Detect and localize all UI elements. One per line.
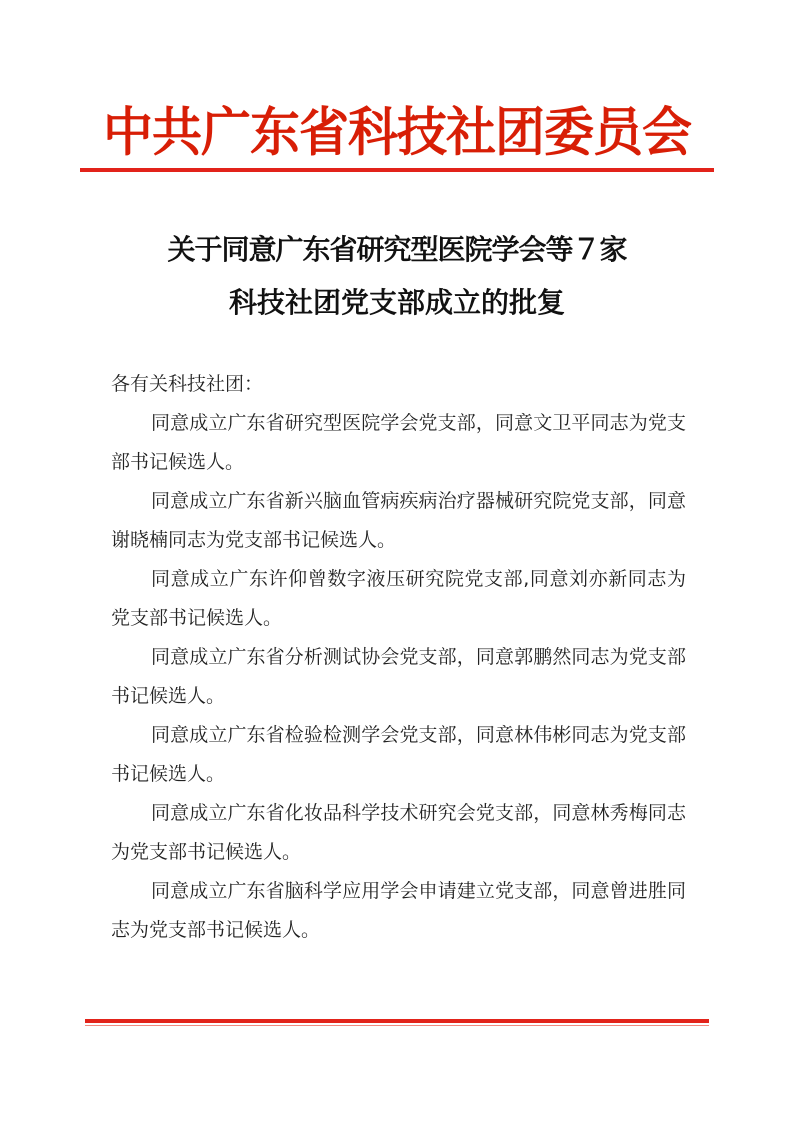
footer-red-rule — [85, 1019, 709, 1023]
salutation: 各有关科技社团： — [111, 373, 264, 395]
footer-thin-rule — [85, 1025, 709, 1026]
paragraph-5: 同意成立广东省检验检测学会党支部，同意林伟彬同志为党支部书记候选人。 — [111, 724, 686, 785]
paragraph-3: 同意成立广东许仰曾数字液压研究院党支部,同意刘亦新同志为党支部书记候选人。 — [111, 568, 686, 629]
document-title-line-1: 关于同意广东省研究型医院学会等７家 — [167, 233, 627, 266]
paragraph-6: 同意成立广东省化妆品科学技术研究会党支部，同意林秀梅同志为党支部书记候选人。 — [111, 802, 686, 863]
paragraph-7: 同意成立广东省脑科学应用学会申请建立党支部，同意曾进胜同志为党支部书记候选人。 — [111, 880, 686, 941]
document-body — [111, 365, 686, 950]
header-red-rule — [80, 168, 714, 172]
paragraph-2: 同意成立广东省新兴脑血管病疾病治疗器械研究院党支部，同意谢晓楠同志为党支部书记候选人。 — [111, 490, 686, 551]
paragraph-1: 同意成立广东省研究型医院学会党支部，同意文卫平同志为党支部书记候选人。 — [111, 412, 686, 473]
document-title-line-2: 科技社团党支部成立的批复 — [228, 286, 565, 319]
org-header-title: 中共广东省科技社团委员会 — [103, 100, 691, 163]
paragraph-4: 同意成立广东省分析测试协会党支部，同意郭鹏然同志为党支部书记候选人。 — [111, 646, 686, 707]
